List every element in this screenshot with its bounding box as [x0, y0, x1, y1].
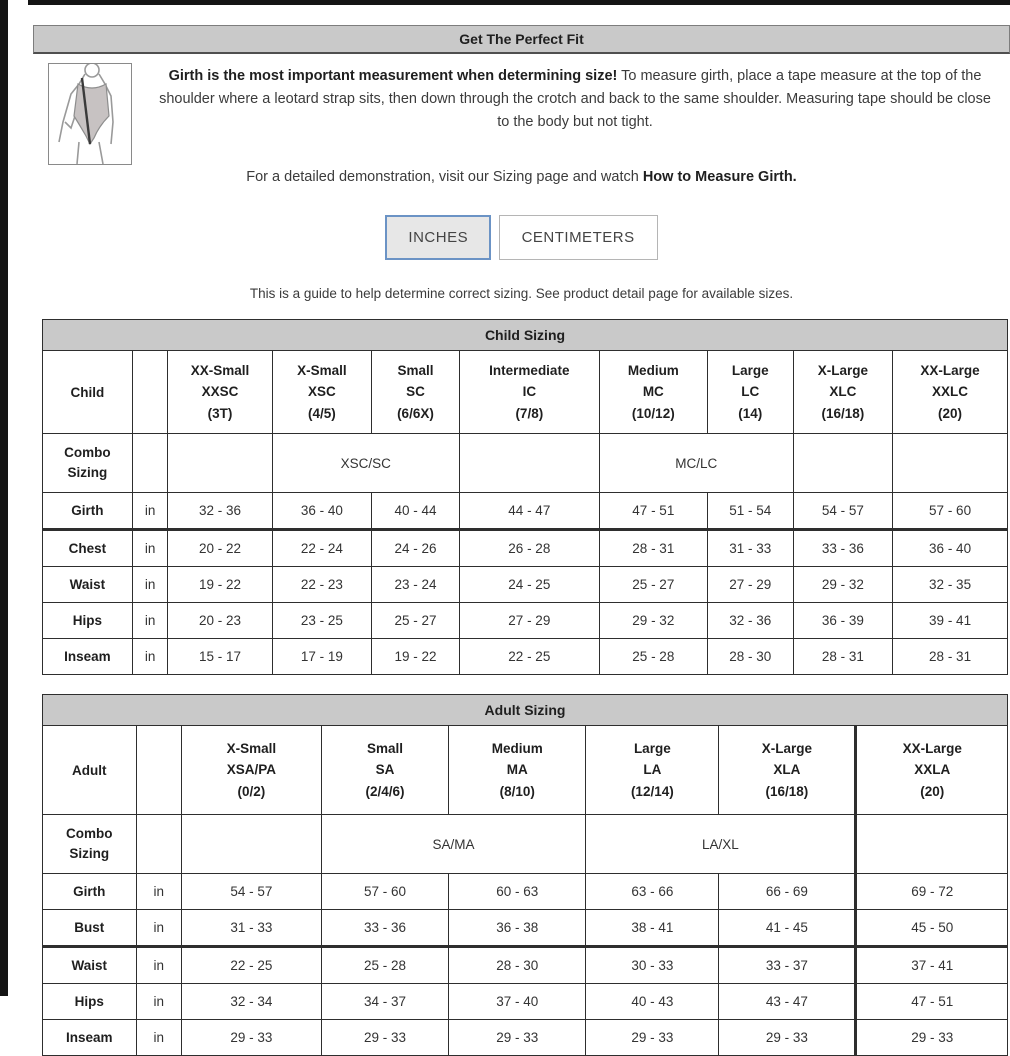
- combo-label-line2: Sizing: [69, 846, 110, 861]
- column-header-xlarge: [793, 351, 892, 434]
- size-cell: 27 - 29: [707, 567, 793, 603]
- col-sizes: (8/10): [499, 783, 535, 799]
- col-code: IC: [522, 384, 537, 400]
- size-cell: 30 - 33: [586, 947, 719, 984]
- unit-column-header: [132, 351, 168, 434]
- size-cell: 25 - 28: [321, 947, 448, 984]
- size-cell: 29 - 33: [449, 1020, 586, 1056]
- size-cell: 57 - 60: [321, 874, 448, 910]
- size-cell: 63 - 66: [586, 874, 719, 910]
- column-header-small: [321, 726, 448, 815]
- adult-sizing-table: [42, 694, 1008, 1056]
- row-label-hips: Hips: [43, 603, 133, 639]
- unit-cell: in: [136, 874, 181, 910]
- size-cell: 20 - 23: [168, 603, 272, 639]
- empty-cell: [459, 434, 599, 493]
- inches-button[interactable]: INCHES: [385, 215, 491, 260]
- unit-cell: in: [132, 493, 168, 530]
- demo-instruction: [33, 169, 1010, 185]
- col-sizes: (0/2): [237, 783, 266, 799]
- unit-toggle: [33, 215, 1010, 260]
- intro-paragraph: [132, 63, 1010, 165]
- empty-cell: [136, 815, 181, 874]
- page-title-text: Get The Perfect Fit: [459, 31, 584, 47]
- col-code: LA: [643, 762, 662, 778]
- row-label-girth: Girth: [43, 493, 133, 530]
- size-cell: 29 - 32: [793, 567, 892, 603]
- size-cell: 29 - 33: [856, 1020, 1008, 1056]
- size-cell: 25 - 27: [372, 603, 460, 639]
- child-sizing-table: [42, 319, 1008, 675]
- unit-cell: in: [136, 947, 181, 984]
- size-cell: 27 - 29: [459, 603, 599, 639]
- size-cell: 26 - 28: [459, 530, 599, 567]
- col-name: Small: [397, 362, 434, 378]
- col-name: Small: [367, 740, 404, 756]
- size-cell: 40 - 43: [586, 984, 719, 1020]
- size-cell: 34 - 37: [321, 984, 448, 1020]
- combo-group-la-xl: LA/XL: [586, 815, 856, 874]
- col-sizes: (7/8): [515, 405, 544, 421]
- size-cell: 39 - 41: [893, 603, 1008, 639]
- column-header-xlarge: [719, 726, 856, 815]
- size-cell: 31 - 33: [181, 910, 321, 947]
- unit-cell: in: [136, 984, 181, 1020]
- size-cell: 24 - 25: [459, 567, 599, 603]
- col-code: XXSC: [201, 384, 239, 400]
- size-cell: 43 - 47: [719, 984, 856, 1020]
- empty-cell: [168, 434, 272, 493]
- column-header-small: [372, 351, 460, 434]
- size-cell: 36 - 39: [793, 603, 892, 639]
- size-cell: 22 - 25: [459, 639, 599, 675]
- empty-cell: [181, 815, 321, 874]
- size-cell: 32 - 36: [707, 603, 793, 639]
- column-header-xsmall: [181, 726, 321, 815]
- col-name: Medium: [627, 362, 679, 378]
- size-cell: 37 - 40: [449, 984, 586, 1020]
- column-header-xxsmall: [168, 351, 272, 434]
- size-cell: 25 - 28: [599, 639, 707, 675]
- column-header-xxlarge: [856, 726, 1008, 815]
- size-cell: 19 - 22: [168, 567, 272, 603]
- col-name: XX-Large: [920, 362, 980, 378]
- size-cell: 69 - 72: [856, 874, 1008, 910]
- col-name: Medium: [491, 740, 543, 756]
- intro-section: [33, 63, 1010, 165]
- guide-note: This is a guide to help determine correct sizing. See product detail page for available sizes.: [249, 286, 794, 301]
- size-cell: 36 - 38: [449, 910, 586, 947]
- leotard-shape: [74, 84, 109, 144]
- size-cell: 25 - 27: [599, 567, 707, 603]
- col-sizes: (16/18): [821, 405, 865, 421]
- unit-column-header: [136, 726, 181, 815]
- size-cell: 17 - 19: [272, 639, 371, 675]
- size-cell: 32 - 35: [893, 567, 1008, 603]
- size-cell: 29 - 33: [181, 1020, 321, 1056]
- col-code: XXLC: [932, 384, 969, 400]
- demo-bold-text: How to Measure Girth.: [642, 169, 797, 185]
- leotard-figure-icon: [49, 64, 131, 164]
- size-cell: 41 - 45: [719, 910, 856, 947]
- size-cell: 51 - 54: [707, 493, 793, 530]
- size-cell: 54 - 57: [181, 874, 321, 910]
- size-cell: 19 - 22: [372, 639, 460, 675]
- unit-cell: in: [132, 603, 168, 639]
- size-cell: 29 - 33: [586, 1020, 719, 1056]
- col-name: X-Large: [817, 362, 869, 378]
- col-code: XSA/PA: [226, 762, 277, 778]
- intro-bold-lead: Girth is the most important measurement when determining size!: [168, 68, 618, 84]
- column-header-medium: [449, 726, 586, 815]
- empty-cell: [856, 815, 1008, 874]
- col-name: X-Small: [297, 362, 347, 378]
- unit-cell: in: [136, 1020, 181, 1056]
- col-code: SA: [375, 762, 395, 778]
- size-cell: 28 - 30: [707, 639, 793, 675]
- combo-label-line2: Sizing: [67, 465, 108, 480]
- size-cell: 29 - 33: [321, 1020, 448, 1056]
- row-label-girth: Girth: [43, 874, 137, 910]
- size-cell: 28 - 31: [599, 530, 707, 567]
- size-cell: 33 - 36: [793, 530, 892, 567]
- col-sizes: (3T): [207, 405, 233, 421]
- col-code: XSC: [307, 384, 336, 400]
- col-code: LC: [741, 384, 760, 400]
- size-cell: 54 - 57: [793, 493, 892, 530]
- combo-group-mc-lc: MC/LC: [599, 434, 793, 493]
- size-cell: 15 - 17: [168, 639, 272, 675]
- col-code: MC: [642, 384, 664, 400]
- col-sizes: (6/6X): [397, 405, 434, 421]
- empty-cell: [793, 434, 892, 493]
- row-label-waist: Waist: [43, 947, 137, 984]
- size-cell: 38 - 41: [586, 910, 719, 947]
- col-sizes: (12/14): [630, 783, 674, 799]
- unit-cell: in: [132, 530, 168, 567]
- combo-label-line1: Combo: [64, 444, 111, 460]
- size-cell: 29 - 33: [719, 1020, 856, 1056]
- page-content: [33, 25, 1010, 1056]
- size-cell: 44 - 47: [459, 493, 599, 530]
- col-code: XLA: [773, 762, 801, 778]
- size-cell: 40 - 44: [372, 493, 460, 530]
- column-header-xxlarge: [893, 351, 1008, 434]
- size-cell: 36 - 40: [893, 530, 1008, 567]
- combo-sizing-label: [43, 815, 137, 874]
- col-name: X-Large: [761, 740, 813, 756]
- child-corner-header: Child: [43, 351, 133, 434]
- col-code: XXLA: [914, 762, 951, 778]
- row-label-hips: Hips: [43, 984, 137, 1020]
- unit-cell: in: [132, 639, 168, 675]
- size-cell: 45 - 50: [856, 910, 1008, 947]
- combo-group-sa-ma: SA/MA: [321, 815, 585, 874]
- adult-corner-header: Adult: [43, 726, 137, 815]
- col-sizes: (10/12): [631, 405, 675, 421]
- size-cell: 33 - 37: [719, 947, 856, 984]
- row-label-inseam: Inseam: [43, 1020, 137, 1056]
- size-cell: 23 - 25: [272, 603, 371, 639]
- size-cell: 20 - 22: [168, 530, 272, 567]
- size-cell: 24 - 26: [372, 530, 460, 567]
- size-cell: 28 - 31: [893, 639, 1008, 675]
- col-code: XLC: [829, 384, 857, 400]
- size-cell: 36 - 40: [272, 493, 371, 530]
- page-top-border: [28, 0, 1010, 5]
- size-cell: 32 - 36: [168, 493, 272, 530]
- empty-cell: [893, 434, 1008, 493]
- col-name: XX-Large: [902, 740, 962, 756]
- leotard-diagram-image: [48, 63, 132, 165]
- combo-group-xsc-sc: XSC/SC: [272, 434, 459, 493]
- row-label-inseam: Inseam: [43, 639, 133, 675]
- size-cell: 23 - 24: [372, 567, 460, 603]
- size-cell: 47 - 51: [856, 984, 1008, 1020]
- demo-prefix-text: For a detailed demonstration, visit our Sizing page and watch: [246, 169, 643, 185]
- col-name: Intermediate: [489, 362, 570, 378]
- unit-cell: in: [136, 910, 181, 947]
- col-name: Large: [633, 740, 671, 756]
- size-cell: 47 - 51: [599, 493, 707, 530]
- size-cell: 37 - 41: [856, 947, 1008, 984]
- col-name: X-Small: [226, 740, 277, 756]
- size-cell: 29 - 32: [599, 603, 707, 639]
- col-sizes: (20): [920, 783, 945, 799]
- size-cell: 57 - 60: [893, 493, 1008, 530]
- page-left-border: [0, 0, 8, 996]
- column-header-xsmall: [272, 351, 371, 434]
- row-label-bust: Bust: [43, 910, 137, 947]
- combo-label-line1: Combo: [66, 825, 113, 841]
- row-label-waist: Waist: [43, 567, 133, 603]
- column-header-large: [586, 726, 719, 815]
- size-cell: 60 - 63: [449, 874, 586, 910]
- col-code: MA: [506, 762, 528, 778]
- page-title: [33, 25, 1010, 54]
- unit-cell: in: [132, 567, 168, 603]
- size-cell: 22 - 23: [272, 567, 371, 603]
- child-table-title: Child Sizing: [43, 320, 1008, 351]
- col-name: Large: [731, 362, 769, 378]
- size-cell: 31 - 33: [707, 530, 793, 567]
- size-cell: 28 - 30: [449, 947, 586, 984]
- col-sizes: (14): [738, 405, 763, 421]
- column-header-intermediate: [459, 351, 599, 434]
- col-code: SC: [406, 384, 425, 400]
- row-label-chest: Chest: [43, 530, 133, 567]
- empty-cell: [132, 434, 168, 493]
- size-cell: 32 - 34: [181, 984, 321, 1020]
- size-cell: 22 - 24: [272, 530, 371, 567]
- col-sizes: (4/5): [307, 405, 336, 421]
- size-cell: 28 - 31: [793, 639, 892, 675]
- col-name: XX-Small: [190, 362, 250, 378]
- combo-sizing-label: [43, 434, 133, 493]
- column-header-large: [707, 351, 793, 434]
- col-sizes: (20): [938, 405, 963, 421]
- size-cell: 33 - 36: [321, 910, 448, 947]
- centimeters-button[interactable]: CENTIMETERS: [499, 215, 658, 260]
- col-sizes: (2/4/6): [365, 783, 405, 799]
- col-sizes: (16/18): [765, 783, 809, 799]
- column-header-medium: [599, 351, 707, 434]
- size-cell: 22 - 25: [181, 947, 321, 984]
- intro-body-text: To measure girth, place a tape measure at the top of the shoulder where a leotard strap sits, then down through the crotch and back to the same shoulder. Measuring tape should be close to the body but not tight.: [159, 68, 991, 131]
- adult-table-title: Adult Sizing: [43, 695, 1008, 726]
- size-cell: 66 - 69: [719, 874, 856, 910]
